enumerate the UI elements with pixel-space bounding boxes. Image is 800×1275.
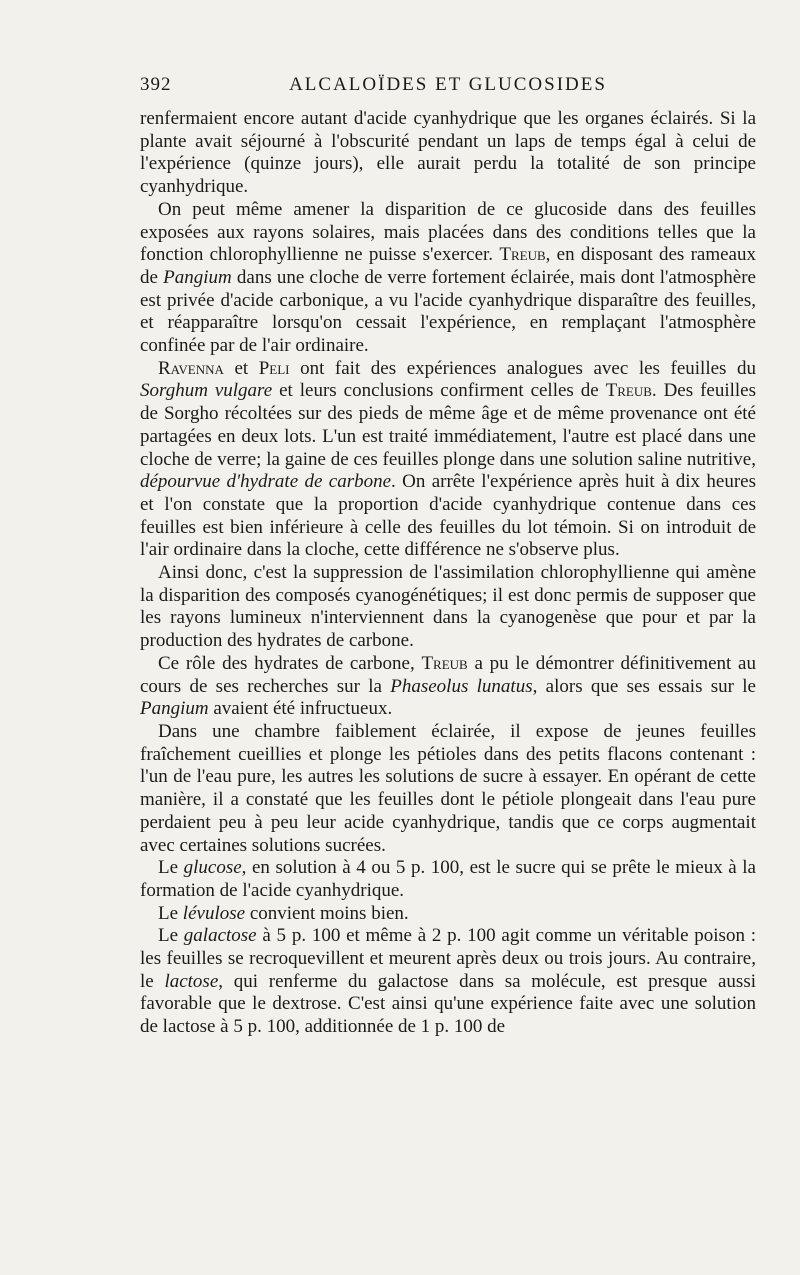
paragraph [140,721,756,857]
text-run: a pu le démontrer définitivement au cours de ses recherches sur la [140,652,756,697]
author-name: Treub [421,652,468,674]
paragraph [140,199,756,358]
italic-text: Phaseolus lunatus [390,675,533,697]
text-run: ont fait des expériences analogues avec les feuilles du [289,357,756,379]
paragraph [140,358,756,562]
author-name: Peli [258,357,290,379]
text-run: Le [158,902,183,924]
text-run: , qui renferme du galactose dans sa molécule, est presque aussi favorable que le dextrose. C'est ainsi qu'une expérience faite avec une solution de lactose à 5 p. 100, additionnée de 1 p. 100 de [140,970,756,1038]
page-header [140,74,756,100]
text-run: à 5 p. 100 et même à 2 p. 100 agit comme un véritable poison : les feuilles se recroquevillent et meurent après deux ou trois jours. Au contraire, le [140,925,756,992]
italic-text: lévulose [182,902,246,924]
text-run: et [223,357,259,379]
text-run: avaient été infructueux. [208,698,393,720]
paragraph [140,903,756,926]
text-run: . On arrête l'expérience après huit à dix heures et l'on constate que la proportion d'acide cyanhydrique contenue dans ces feuilles est bien inférieure à celle des feuilles du lot témoin. Si on introduit de l'air ordinaire dans la cloche, cette différence ne s'observe plus. [140,471,756,561]
text-run: dans une cloche de verre fortement éclairée, mais dont l'atmosphère est privée d'acide carbonique, a vu l'acide cyanhydrique disparaître des feuilles, et réapparaître lorsqu'on cessait l'expérience, en remplaçant l'atmosphère confinée par de l'air ordinaire. [140,266,756,357]
text-run: et leurs conclusions confirment celles de [272,380,606,402]
paragraph [140,857,756,902]
text-run: , en disposant des rameaux de [140,244,756,288]
italic-text: Pangium [140,698,209,720]
page-number: 392 [140,74,172,95]
paragraph [140,653,756,721]
italic-text: lactose [164,970,219,992]
paragraph [140,108,756,199]
running-title: ALCALOÏDES ET GLUCOSIDES [289,74,607,95]
text-run: Ce rôle des hydrates de carbone, [158,652,422,674]
italic-text: dépourvue d'hydrate de carbone [140,471,392,493]
text-run: Le [158,857,184,879]
text-run: Dans une chambre faiblement éclairée, il expose de jeunes feuilles fraîchement cueillies et plonge les pétioles dans des petits flacons contenant : l'un de l'eau pure, les autres les solutions de sucre à essayer. En opérant de cette manière, il a constaté que les feuilles dont le pétiole plongeait dans l'eau pure perdaient peu à peu leur acide cyanhydrique, tandis que ce corps augmentait avec certaines solutions sucrées. [140,720,756,856]
text-run: , en solution à 4 ou 5 p. 100, est le sucre qui se prête le mieux à la formation de l'acide cyanhydrique. [140,857,756,901]
author-name: Treub [605,380,652,402]
paragraph [140,562,756,653]
text-run: Ainsi donc, c'est la suppression de l'assimilation chlorophyllienne qui amène la disparition des composés cyanogénétiques; il est donc permis de supposer que les rayons lumineux n'interviennent dans la cyanogenèse que pour et par la production des hydrates de carbone. [140,562,756,652]
author-name: Treub [499,244,546,266]
italic-text: Sorghum vulgare [140,380,273,402]
italic-text: glucose [183,857,242,879]
text-run: Le [158,925,184,947]
body-text [140,108,756,1039]
text-run: convient moins bien. [245,902,409,924]
text-run: On peut même amener la disparition de ce glucoside dans des feuilles exposées aux rayons solaires, mais placées dans des conditions telles que la fonction chlorophyllienne ne puisse s'exercer. [140,198,756,266]
text-run: , alors que ses essais sur le [532,675,756,697]
italic-text: galactose [183,925,257,947]
text-run: . Des feuilles de Sorgho récoltées sur des pieds de même âge et de même provenance ont été partagées en deux lots. L'un est traité immédiatement, l'autre est placé dans une cloche de verre; la gaine de ces feuilles plonge dans une solution saline nutritive, [140,380,756,470]
paragraph [140,925,756,1039]
text-run: renfermaient encore autant d'acide cyanhydrique que les organes éclairés. Si la plante avait séjourné à l'obscurité pendant un laps de temps égal à celui de l'expérience (quinze jours), elle aurait perdu la totalité de son principe cyanhydrique. [140,108,756,198]
author-name: Ravenna [158,357,224,379]
italic-text: Pangium [163,266,232,288]
